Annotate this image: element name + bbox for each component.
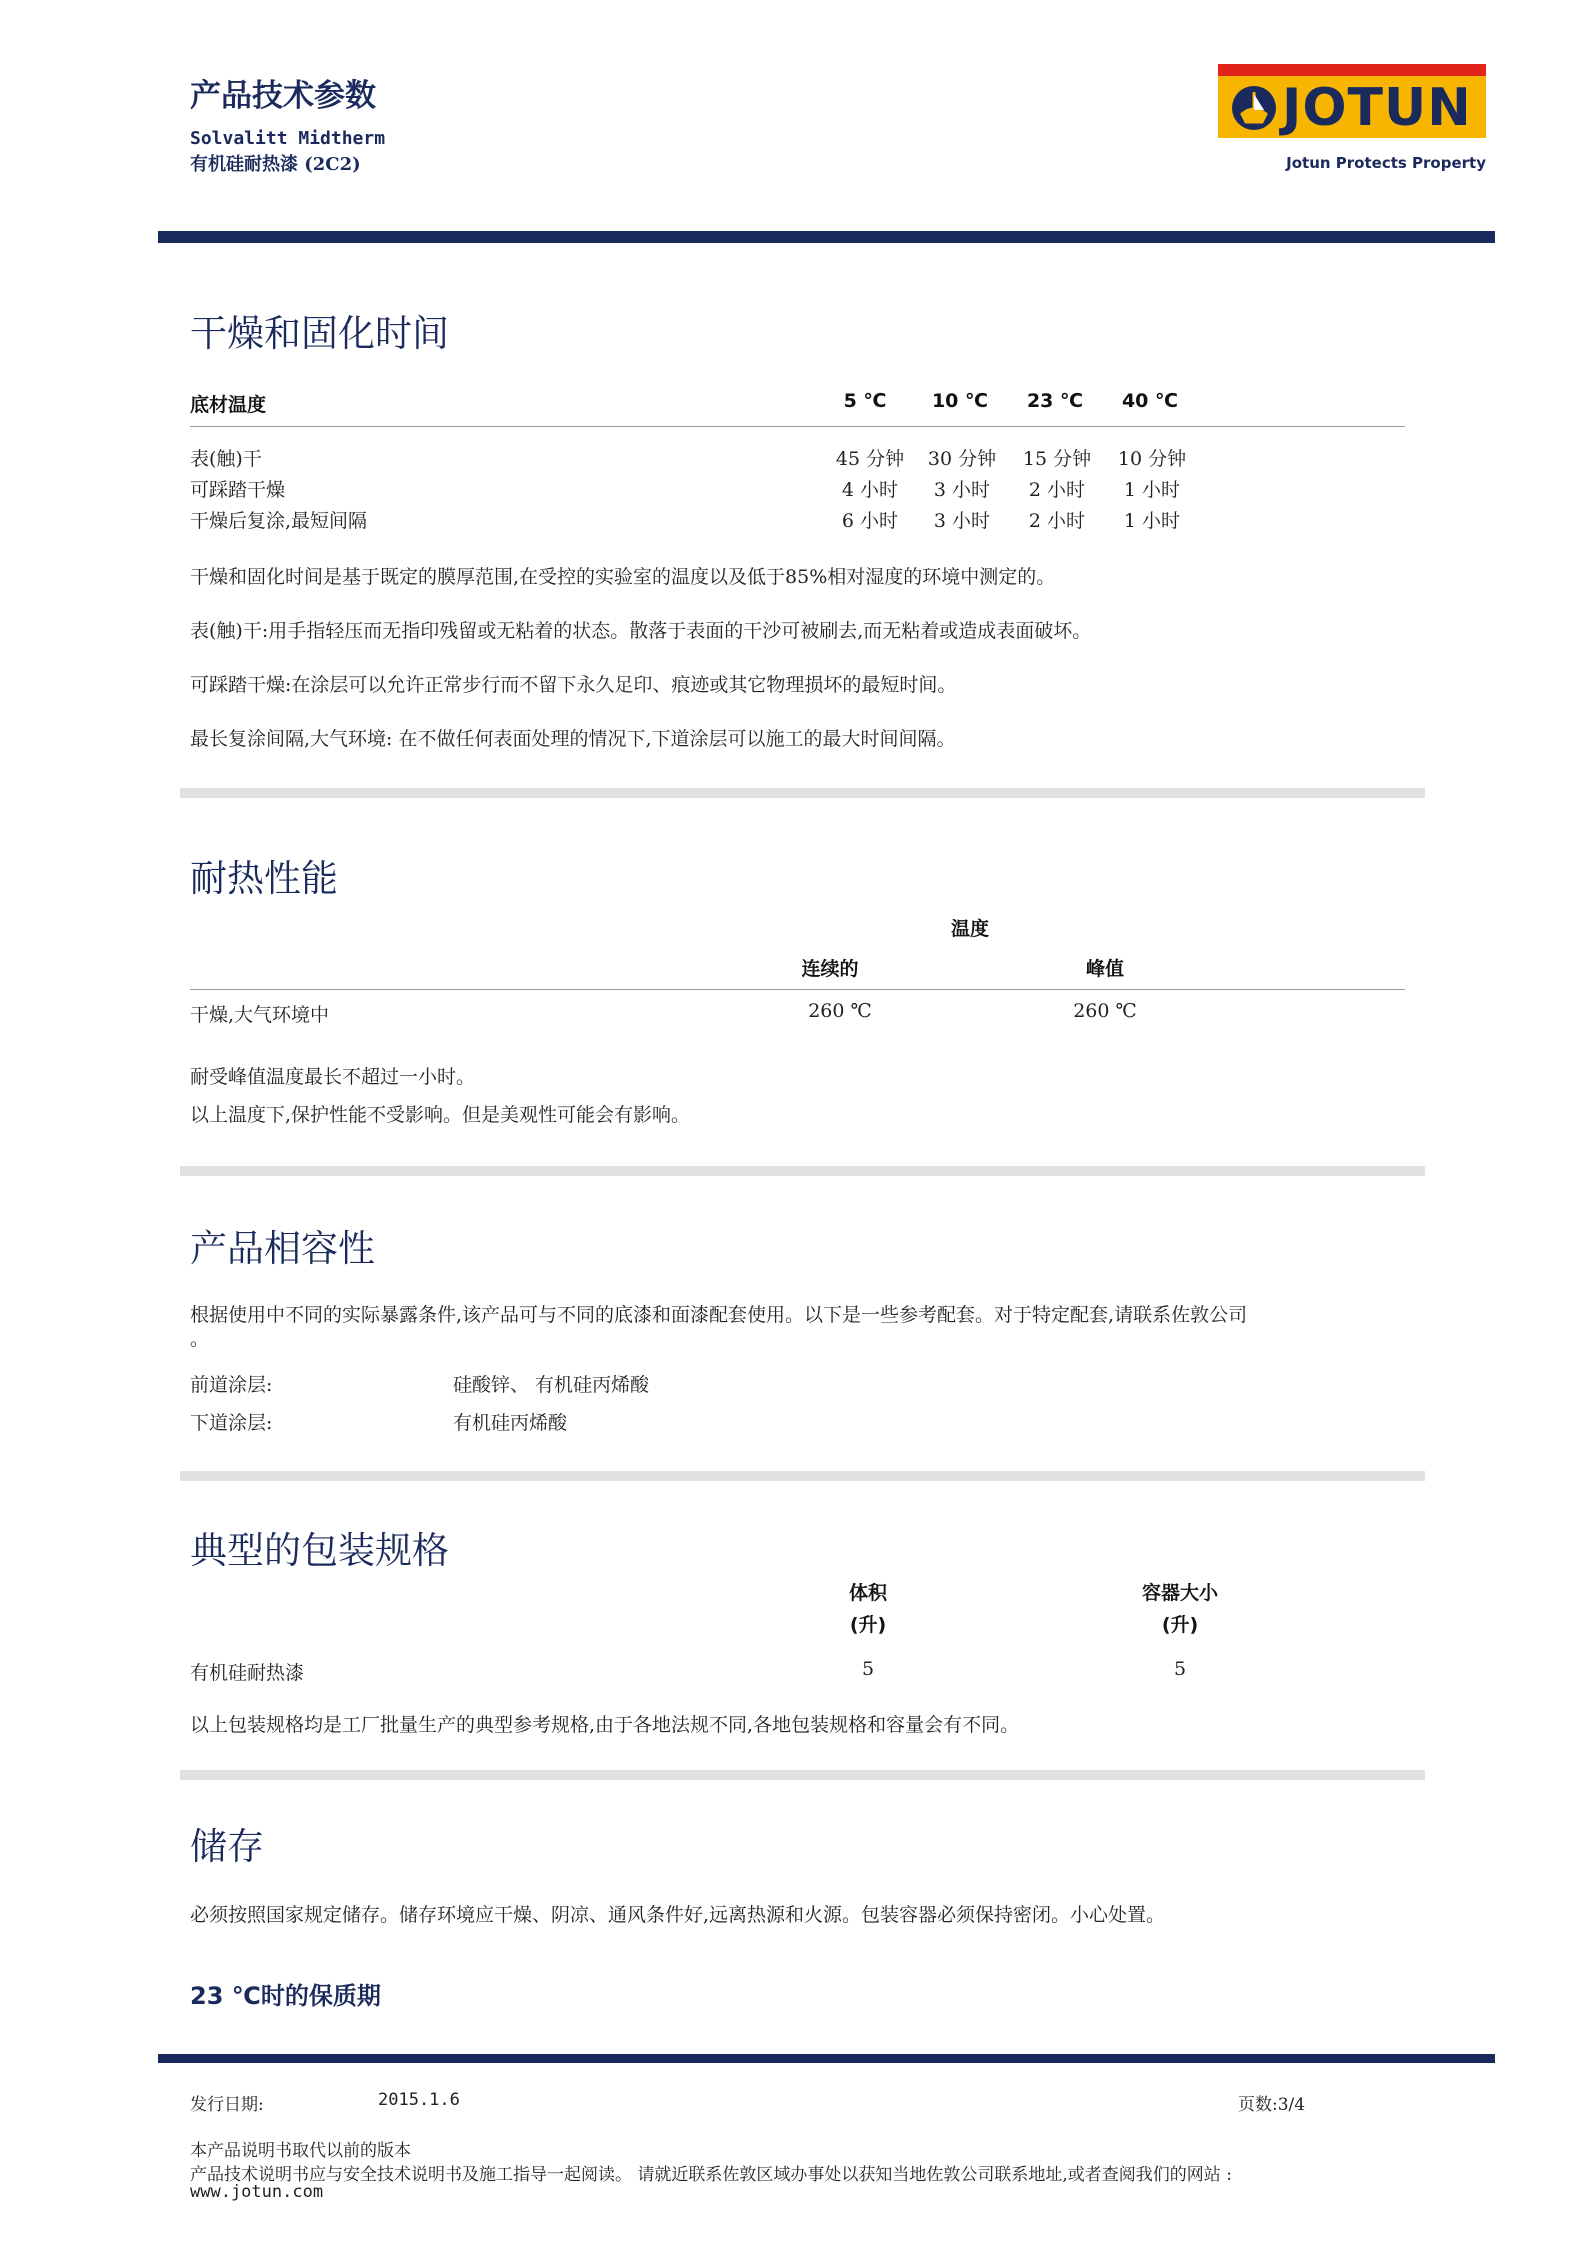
next-coat-label: 下道涂层: xyxy=(190,1412,273,1434)
section-divider xyxy=(180,1166,1425,1176)
heat-row-label: 干燥,大气环境中 xyxy=(190,1004,330,1026)
table-cell: 30 分钟 xyxy=(927,448,997,470)
issue-date-label: 发行日期: xyxy=(190,2095,264,2115)
jotun-logo xyxy=(1218,64,1486,174)
table-cell: 6 小时 xyxy=(841,510,899,532)
heat-col-peak: 峰值 xyxy=(1085,958,1124,980)
table-cell: 15 分钟 xyxy=(1022,448,1092,470)
page-number: 页数:3/4 xyxy=(1238,2095,1306,2115)
product-name: Solvalitt Midtherm xyxy=(190,128,386,149)
drying-section-title: 干燥和固化时间 xyxy=(190,312,449,355)
footer-divider xyxy=(158,2054,1495,2063)
table-row-label: 可踩踏干燥 xyxy=(190,479,286,501)
temp-header-5: 5 ℃ xyxy=(843,390,887,412)
header-divider xyxy=(158,231,1495,243)
logo-red-stripe xyxy=(1218,64,1486,76)
pack-col-container-unit: (升) xyxy=(1161,1614,1199,1636)
pack-col-container: 容器大小 xyxy=(1141,1582,1218,1604)
previous-coat-value: 硅酸锌、 有机硅丙烯酸 xyxy=(453,1374,650,1396)
packaging-note: 以上包装规格均是工厂批量生产的典型参考规格,由于各地法规不同,各地包装规格和容量会有不同。 xyxy=(190,1714,1020,1736)
table-cell: 3 小时 xyxy=(933,479,991,501)
table-row-label: 干燥后复涂,最短间隔 xyxy=(190,510,368,532)
storage-text: 必须按照国家规定储存。储存环境应干燥、阴凉、通风条件好,远离热源和火源。包装容器必须保持密闭。小心处置。 xyxy=(190,1904,1166,1926)
heat-col-continuous: 连续的 xyxy=(801,958,859,980)
compat-intro: 根据使用中不同的实际暴露条件,该产品可与不同的底漆和面漆配套使用。以下是一些参考配套。对于特定配套,请联系佐敦公司 xyxy=(190,1304,1248,1326)
shelf-life-title: 23 ℃时的保质期 xyxy=(190,1982,381,2010)
compat-section-title: 产品相容性 xyxy=(190,1227,375,1270)
previous-coat-label: 前道涂层: xyxy=(190,1374,273,1396)
temp-header-23: 23 ℃ xyxy=(1026,390,1084,412)
heat-section-title: 耐热性能 xyxy=(190,857,338,900)
heat-continuous-value: 260 ℃ xyxy=(808,1000,872,1022)
drying-note: 表(触)干:用手指轻压而无指印残留或无粘着的状态。散落于表面的干沙可被刷去,而无粘着或造成表面破坏。 xyxy=(190,620,1092,642)
table-cell: 45 分钟 xyxy=(835,448,905,470)
packaging-section-title: 典型的包装规格 xyxy=(190,1529,449,1572)
substrate-temp-label: 底材温度 xyxy=(190,394,267,416)
table-cell: 2 小时 xyxy=(1028,510,1086,532)
document-title: 产品技术参数 xyxy=(190,78,376,114)
heat-peak-value: 260 ℃ xyxy=(1073,1000,1137,1022)
next-coat-value: 有机硅丙烯酸 xyxy=(453,1412,568,1434)
heat-note: 耐受峰值温度最长不超过一小时。 xyxy=(190,1066,476,1088)
product-subtitle: 有机硅耐热漆 (2C2) xyxy=(190,154,361,175)
footer-line: 本产品说明书取代以前的版本 xyxy=(190,2141,411,2161)
table-row-label: 表(触)干 xyxy=(190,448,262,470)
drying-note: 最长复涂间隔,大气环境: 在不做任何表面处理的情况下,下道涂层可以施工的最大时间间隔。 xyxy=(190,728,956,750)
logo-wordmark: JOTUN xyxy=(1282,78,1472,138)
pack-col-volume-unit: (升) xyxy=(849,1614,887,1636)
table-cell: 2 小时 xyxy=(1028,479,1086,501)
temp-header-10: 10 ℃ xyxy=(931,390,989,412)
pack-col-volume: 体积 xyxy=(848,1582,887,1604)
section-divider xyxy=(180,1471,1425,1481)
section-divider xyxy=(180,1770,1425,1780)
drying-note: 干燥和固化时间是基于既定的膜厚范围,在受控的实验室的温度以及低于85%相对湿度的环境中测定的。 xyxy=(190,566,1056,588)
logo-tagline: Jotun Protects Property xyxy=(1286,154,1486,172)
pack-volume-value: 5 xyxy=(861,1658,875,1680)
pack-container-value: 5 xyxy=(1173,1658,1187,1680)
table-cell: 4 小时 xyxy=(841,479,899,501)
table-cell: 3 小时 xyxy=(933,510,991,532)
drying-table-rule xyxy=(190,426,1405,427)
heat-note: 以上温度下,保护性能不受影响。但是美观性可能会有影响。 xyxy=(190,1104,691,1126)
table-cell: 1 小时 xyxy=(1123,479,1181,501)
storage-section-title: 储存 xyxy=(190,1825,264,1868)
website-link[interactable]: www.jotun.com xyxy=(190,2182,324,2202)
temp-header-40: 40 ℃ xyxy=(1121,390,1179,412)
table-cell: 10 分钟 xyxy=(1117,448,1187,470)
compat-intro-cont: 。 xyxy=(190,1328,210,1350)
issue-date-value: 2015.1.6 xyxy=(378,2090,460,2110)
drying-note: 可踩踏干燥:在涂层可以允许正常步行而不留下永久足印、痕迹或其它物理损坏的最短时间。 xyxy=(190,674,957,696)
footer-line: 产品技术说明书应与安全技术说明书及施工指导一起阅读。 请就近联系佐敦区域办事处以获知当地佐敦公司联系地址,或者查阅我们的网站 : xyxy=(190,2165,1232,2185)
table-cell: 1 小时 xyxy=(1123,510,1181,532)
section-divider xyxy=(180,788,1425,798)
heat-table-rule xyxy=(190,989,1405,990)
pack-row-label: 有机硅耐热漆 xyxy=(190,1662,305,1684)
sailing-ship-icon xyxy=(1230,84,1278,132)
heat-group-header: 温度 xyxy=(950,918,989,940)
